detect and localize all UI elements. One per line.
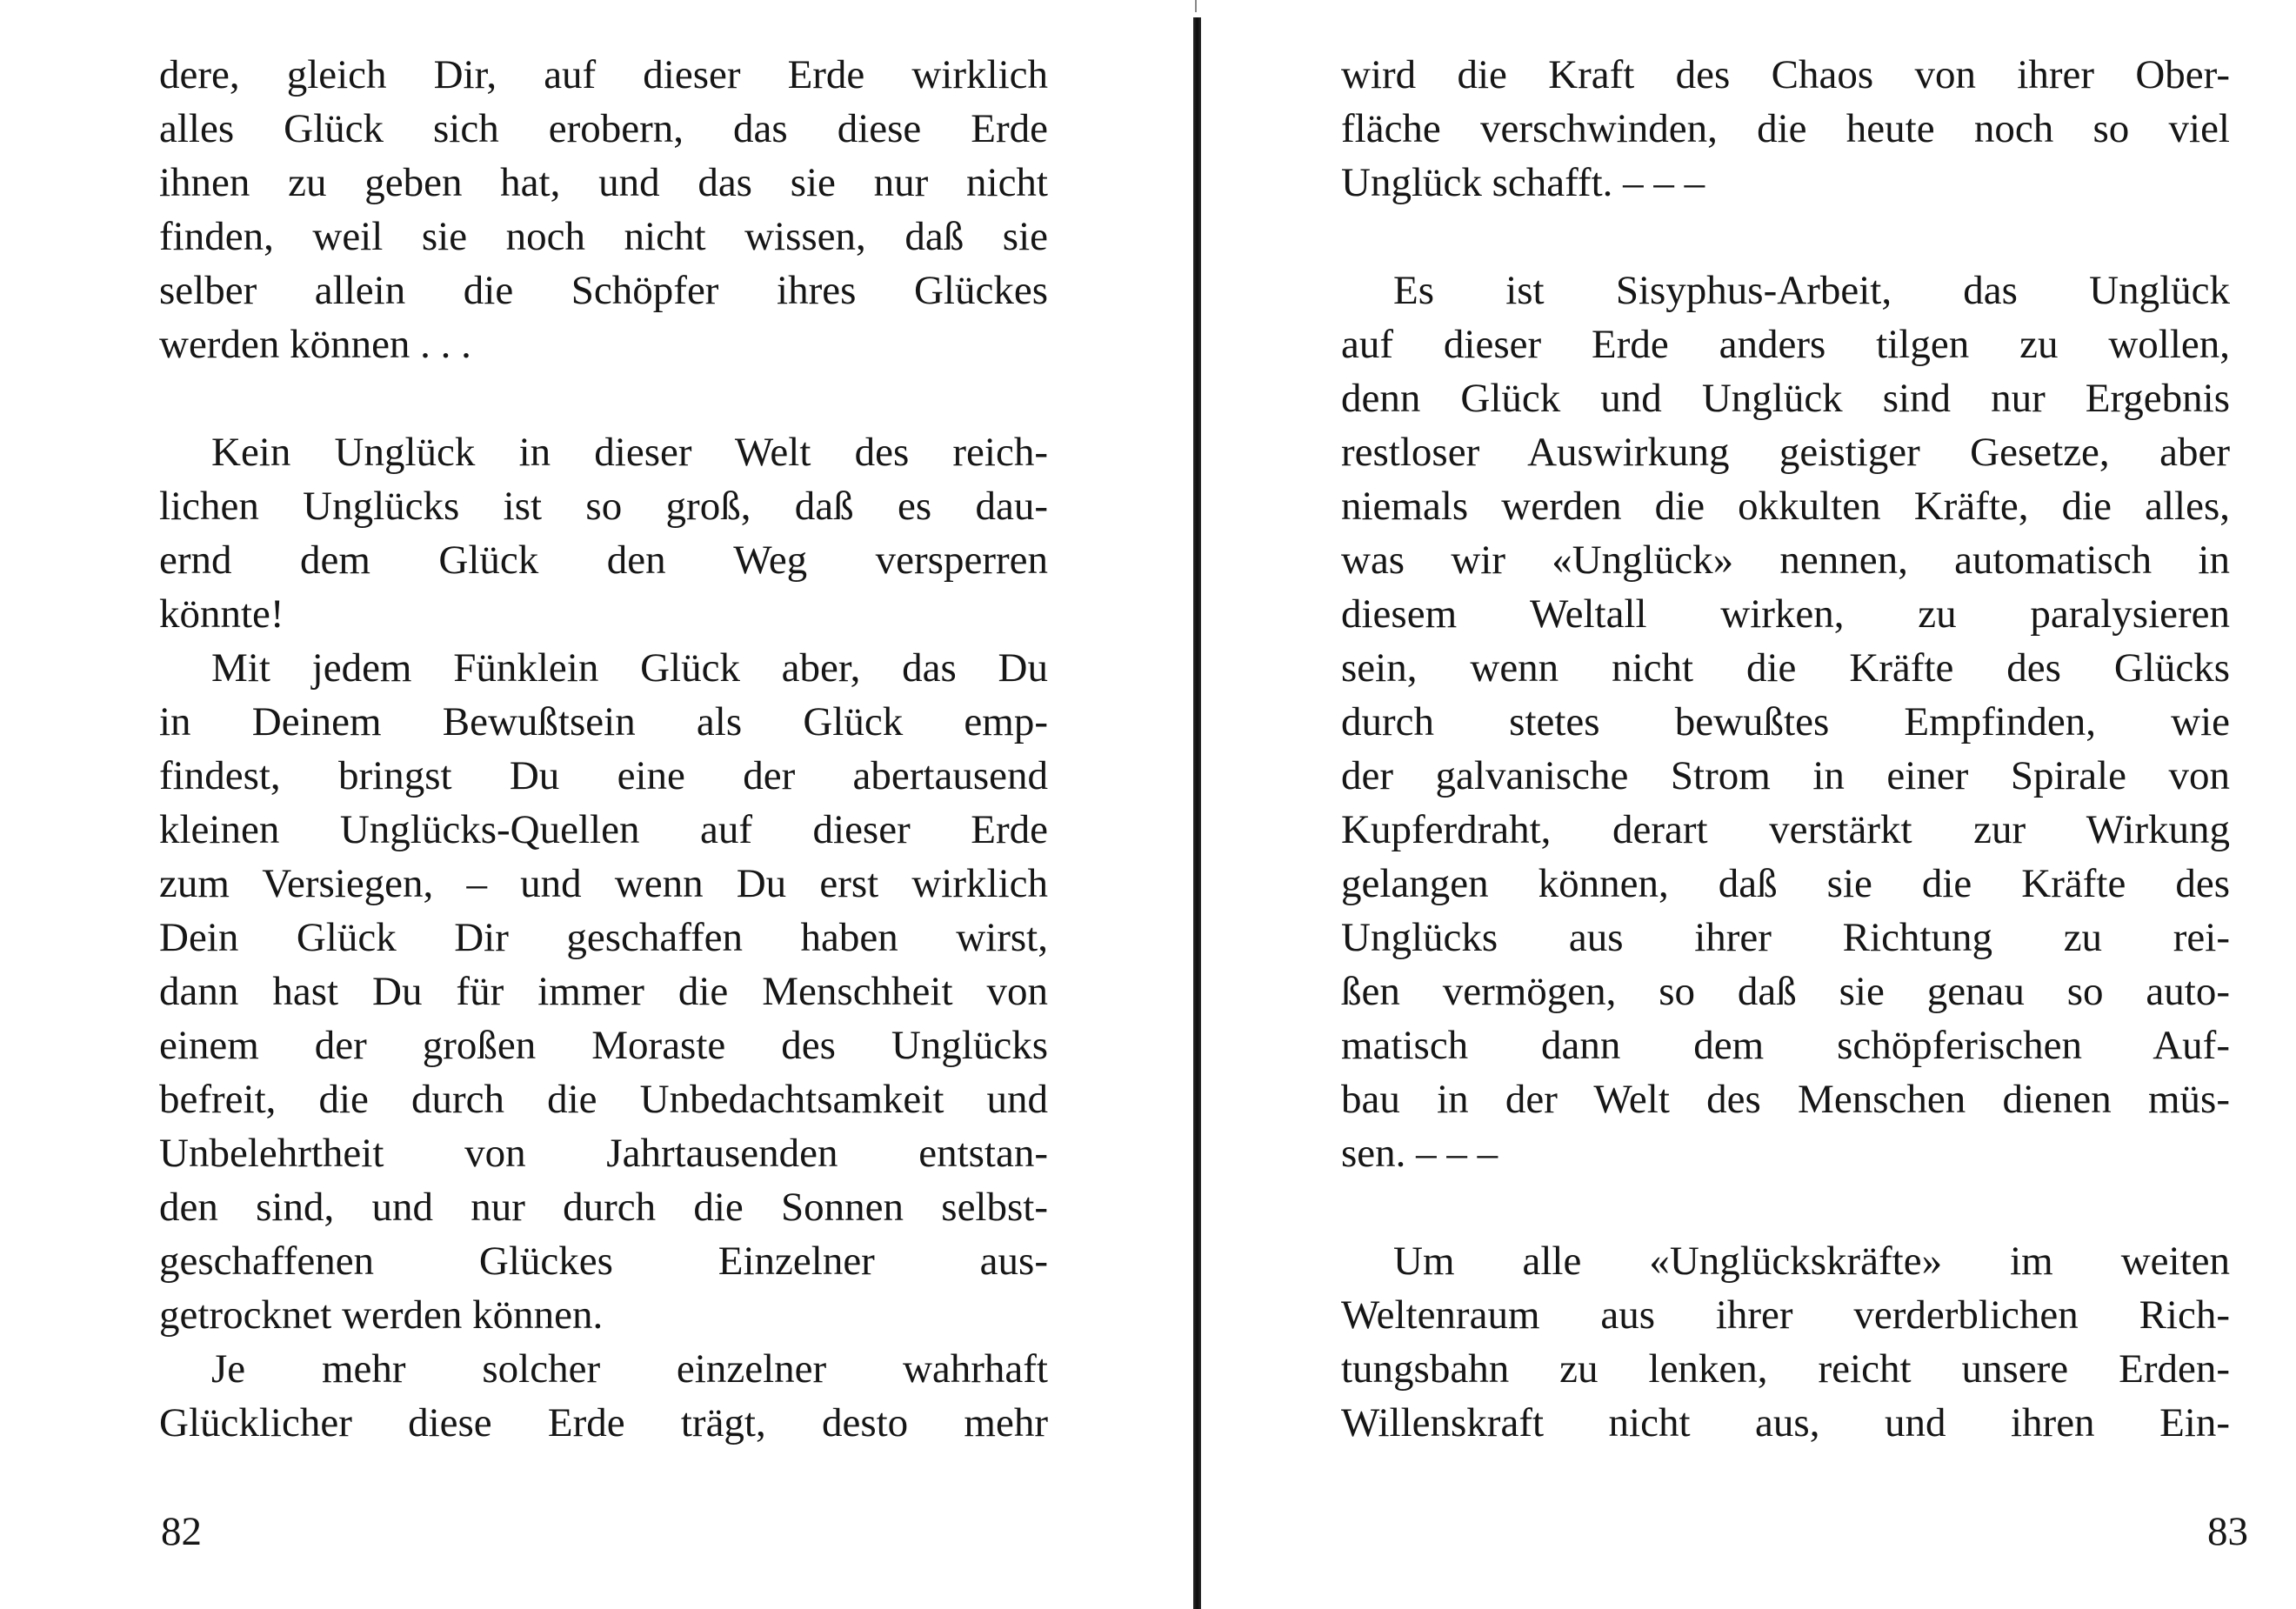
paragraph-gap bbox=[1341, 1180, 2230, 1234]
text-line: alles Glück sich erobern, das diese Erde bbox=[159, 106, 1048, 151]
paragraph-gap bbox=[1341, 210, 2230, 264]
text-line: Unbelehrtheit von Jahrtausenden entstan- bbox=[159, 1131, 1048, 1176]
text-line: Glücklicher diese Erde trägt, desto mehr bbox=[159, 1400, 1048, 1445]
text-line: Kein Unglück in dieser Welt des reich- bbox=[211, 430, 1048, 475]
right-page-text bbox=[1341, 48, 2230, 1450]
text-line: auf dieser Erde anders tilgen zu wollen, bbox=[1341, 322, 2230, 367]
text-line: Unglück schafft. – – – bbox=[1341, 160, 1705, 205]
text-line: Willenskraft nicht aus, und ihren Ein- bbox=[1341, 1400, 2230, 1445]
text-line: ihnen zu geben hat, und das sie nur nicht bbox=[159, 160, 1048, 205]
page-number-left: 82 bbox=[161, 1509, 202, 1554]
gutter-top-mark bbox=[1195, 0, 1197, 12]
text-line: Es ist Sisyphus-Arbeit, das Unglück bbox=[1393, 268, 2230, 313]
text-line: Mit jedem Fünklein Glück aber, das Du bbox=[211, 645, 1048, 691]
text-line: gelangen können, daß sie die Kräfte des bbox=[1341, 861, 2230, 906]
text-line: Weltenraum aus ihrer verderblichen Rich- bbox=[1341, 1292, 2230, 1338]
text-line: findest, bringst Du eine der abertausend bbox=[159, 753, 1048, 798]
text-line: zum Versiegen, – und wenn Du erst wirklich bbox=[159, 861, 1048, 906]
text-line: ßen vermögen, so daß sie genau so auto- bbox=[1341, 969, 2230, 1014]
text-line: in Deinem Bewußtsein als Glück emp- bbox=[159, 699, 1048, 744]
text-line: ernd dem Glück den Weg versperren bbox=[159, 537, 1048, 583]
right-page bbox=[1200, 0, 2296, 1609]
paragraph-gap bbox=[159, 371, 1048, 425]
text-line: restloser Auswirkung geistiger Gesetze, aber bbox=[1341, 430, 2230, 475]
text-line: selber allein die Schöpfer ihres Glückes bbox=[159, 268, 1048, 313]
page-number-right: 83 bbox=[2207, 1509, 2248, 1554]
text-line: wird die Kraft des Chaos von ihrer Ober- bbox=[1341, 52, 2230, 97]
text-line: bau in der Welt des Menschen dienen müs- bbox=[1341, 1077, 2230, 1122]
text-line: tungsbahn zu lenken, reicht unsere Erden- bbox=[1341, 1346, 2230, 1392]
text-line: lichen Unglücks ist so groß, daß es dau- bbox=[159, 484, 1048, 529]
text-line: getrocknet werden können. bbox=[159, 1292, 604, 1338]
text-line: dann hast Du für immer die Menschheit von bbox=[159, 969, 1048, 1014]
text-line: niemals werden die okkulten Kräfte, die alles, bbox=[1341, 484, 2230, 529]
text-line: werden können . . . bbox=[159, 322, 471, 367]
text-line: sen. – – – bbox=[1341, 1131, 1498, 1176]
text-line: Kupferdraht, derart verstärkt zur Wirkung bbox=[1341, 807, 2230, 852]
text-line: Um alle «Unglückskräfte» im weiten bbox=[1393, 1238, 2230, 1284]
left-page-text bbox=[159, 48, 1048, 1450]
text-line: könnte! bbox=[159, 591, 284, 637]
text-line: dere, gleich Dir, auf dieser Erde wirklich bbox=[159, 52, 1048, 97]
text-line: Dein Glück Dir geschaffen haben wirst, bbox=[159, 915, 1048, 960]
text-line: matisch dann dem schöpferischen Auf- bbox=[1341, 1023, 2230, 1068]
text-line: finden, weil sie noch nicht wissen, daß sie bbox=[159, 214, 1048, 259]
text-line: kleinen Unglücks-Quellen auf dieser Erde bbox=[159, 807, 1048, 852]
text-line: der galvanische Strom in einer Spirale von bbox=[1341, 753, 2230, 798]
text-line: Unglücks aus ihrer Richtung zu rei- bbox=[1341, 915, 2230, 960]
text-line: Je mehr solcher einzelner wahrhaft bbox=[211, 1346, 1048, 1392]
text-line: den sind, und nur durch die Sonnen selbst- bbox=[159, 1185, 1048, 1230]
text-line: befreit, die durch die Unbedachtsamkeit und bbox=[159, 1077, 1048, 1122]
text-line: diesem Weltall wirken, zu paralysieren bbox=[1341, 591, 2230, 637]
text-line: was wir «Unglück» nennen, automatisch in bbox=[1341, 537, 2230, 583]
text-line: sein, wenn nicht die Kräfte des Glücks bbox=[1341, 645, 2230, 691]
text-line: durch stetes bewußtes Empfinden, wie bbox=[1341, 699, 2230, 744]
text-line: einem der großen Moraste des Unglücks bbox=[159, 1023, 1048, 1068]
text-line: geschaffenen Glückes Einzelner aus- bbox=[159, 1238, 1048, 1284]
text-line: fläche verschwinden, die heute noch so viel bbox=[1341, 106, 2230, 151]
text-line: denn Glück und Unglück sind nur Ergebnis bbox=[1341, 376, 2230, 421]
